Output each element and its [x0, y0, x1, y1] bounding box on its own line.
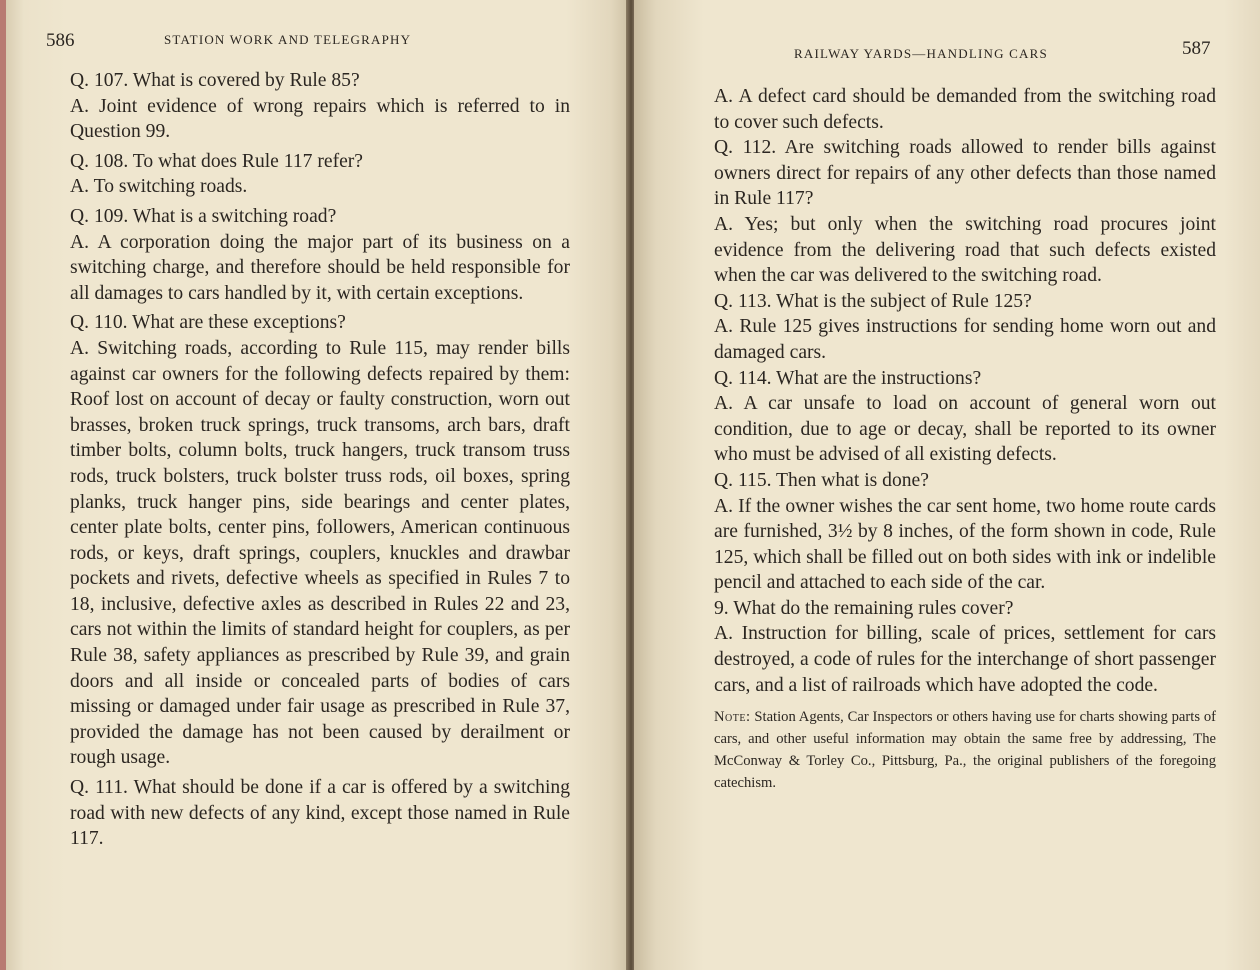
answer-112: A. Yes; but only when the switching road procures joint evidence from the delivering road that such defects existed when the car was delivered to the switching road.	[714, 213, 1216, 287]
answer-109: A. A corporation doing the major part of its business on a switching charge, and therefore should be held responsible for all damages to cars handled by it, with certain exceptions.	[70, 231, 570, 304]
question-114: Q. 114. What are the instructions?	[714, 367, 982, 389]
running-head: STATION WORK AND TELEGRAPHY	[164, 32, 412, 47]
question-remaining-rules: 9. What do the remaining rules cover?	[714, 597, 1014, 619]
question-113: Q. 113. What is the subject of Rule 125?	[714, 290, 1032, 312]
publisher-note	[692, 706, 1216, 794]
running-head: RAILWAY YARDS—HANDLING CARS	[794, 46, 1048, 61]
page-number: 586	[46, 30, 75, 51]
note-label: Note:	[714, 709, 751, 726]
answer-114: A. A car unsafe to load on account of general worn out condition, due to age or decay, shall be reported to its owner who must be advised of all existing defects.	[714, 393, 1216, 466]
question-115: Q. 115. Then what is done?	[714, 469, 929, 491]
answer-111: A. A defect card should be demanded from the switching road to cover such defects.	[714, 86, 1216, 133]
page-number: 587	[1182, 38, 1211, 59]
answer-108: A. To switching roads.	[70, 176, 248, 198]
question-107: Q. 107. What is covered by Rule 85?	[70, 70, 360, 91]
left-page	[0, 0, 628, 970]
question-108: Q. 108. To what does Rule 117 refer?	[70, 150, 364, 172]
answer-115: A. If the owner wishes the car sent home, two home route cards are furnished, 3½ by 8 inches, of the form shown in code, Rule 125, which shall be filled out on both sides with ink or indelible pencil and attached to each side of the car.	[714, 495, 1216, 594]
answer-110: A. Switching roads, according to Rule 115, may render bills against car owners for the following defects repaired by them: Roof lost on account of decay or faulty construction, worn out brasses, broken truck springs, truck transoms, arch bars, draft timber bolts, column bolts, truck hangers, truck transom truss rods, truck bolsters, truck bolster truss rods, oil boxes, spring planks, truck hanger pins, side bearings and center plates, center plate bolts, center pins, followers, American continuous rods, or keys, draft springs, couplers, knuckles and drawbar pockets and rivets, defective wheels as specified in Rules 7 to 18, inclusive, defective axles as described in Rules 22 and 23, cars not within the limits of standard height for couplers, as per Rule 38, safety appliances as prescribed by Rule 39, and grain doors and all inside or concealed parts of bodies of cars missing or damaged under fair usage as prescribed in Rule 37, provided the damage has not been caused by derailment or rough usage.	[70, 337, 570, 769]
answer-remaining-rules: A. Instruction for billing, scale of prices, settlement for cars destroyed, a code of rules for the interchange of short passenger cars, and a list of railroads which have adopted the code.	[714, 623, 1216, 696]
question-110: Q. 110. What are these exceptions?	[70, 312, 346, 334]
right-page	[634, 0, 1260, 970]
left-page-body	[48, 68, 570, 852]
question-111: Q. 111. What should be done if a car is offered by a switching road with new defects of any kind, except those named in Rule 117.	[70, 777, 570, 850]
question-112: Q. 112. Are switching roads allowed to render bills against owners direct for repairs of any other defects than those named in Rule 117?	[714, 137, 1216, 210]
right-page-body	[692, 84, 1216, 794]
note-text: Station Agents, Car Inspectors or others having use for charts showing parts of cars, and other useful information may obtain the same free by addressing, The McConway & Torley Co., Pittsburg, Pa., the original publishers of the foregoing catechism.	[714, 709, 1216, 792]
answer-107: A. Joint evidence of wrong repairs which is referred to in Question 99.	[70, 95, 570, 143]
question-109: Q. 109. What is a switching road?	[70, 205, 337, 227]
answer-113: A. Rule 125 gives instructions for sending home worn out and damaged cars.	[714, 316, 1216, 363]
